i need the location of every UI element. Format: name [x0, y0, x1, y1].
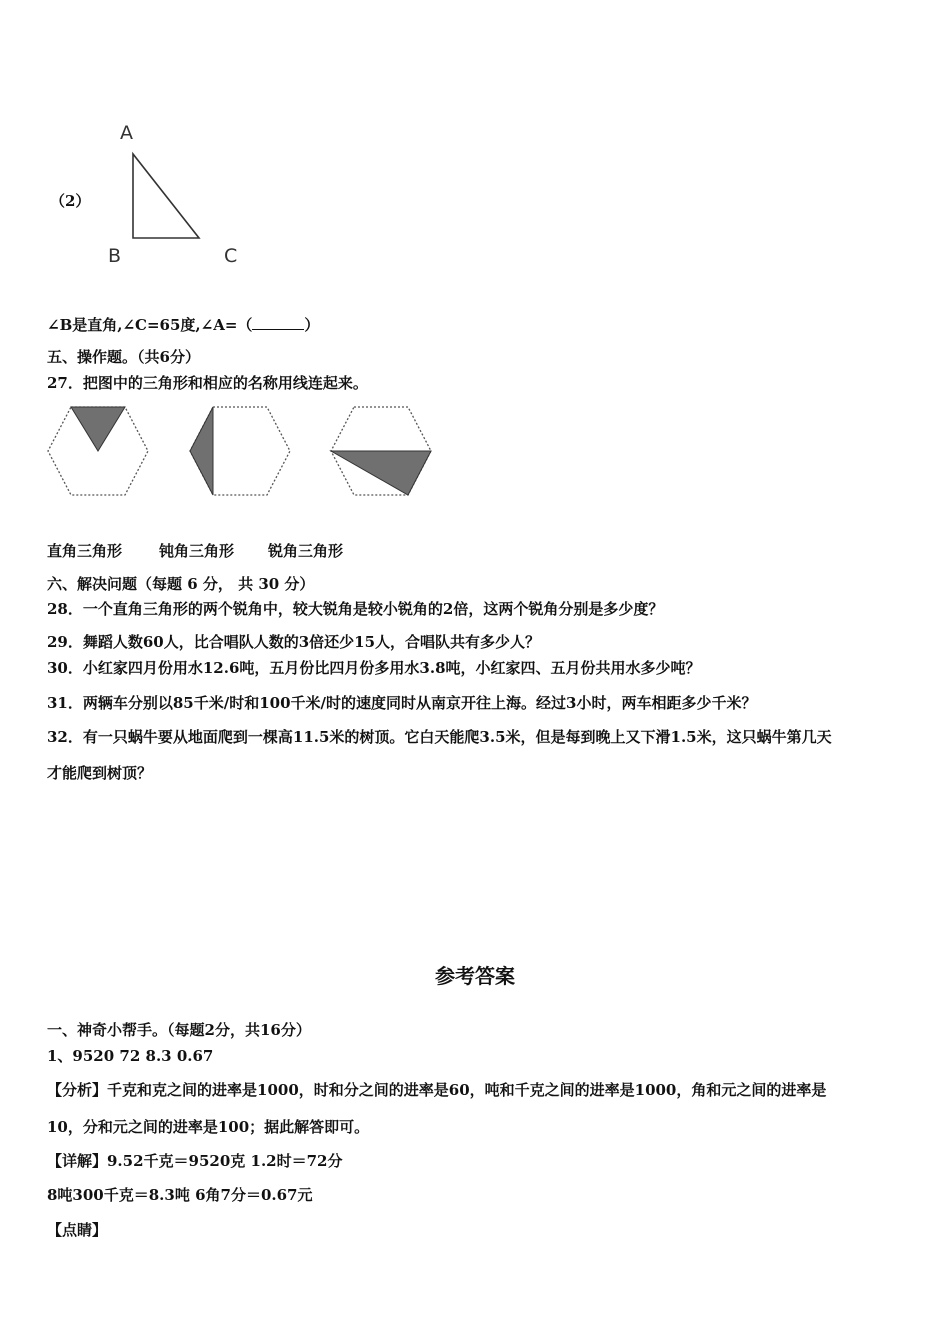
question-27: 27．把图中的三角形和相应的名称用线连起来。 [47, 374, 368, 392]
hexagon-figure-2 [187, 404, 293, 498]
question-32-line1: 32．有一只蜗牛要从地面爬到一棵高11.5米的树顶。它白天能爬3.5米，但是每到晚上又下滑1.5米，这只蜗牛第几天 [47, 728, 832, 746]
figure-item-label: （2） [50, 192, 91, 210]
q2-text-post: ） [304, 316, 320, 334]
section5-heading: 五、操作题。（共6分） [47, 348, 200, 366]
q2-answer-blank [252, 314, 304, 330]
question-32-line2: 才能爬到树顶？ [47, 764, 153, 782]
question-30: 30．小红家四月份用水12.6吨，五月份比四月份多用水3.8吨，小红家四、五月份共用水多少吨？ [47, 659, 701, 677]
q2-question [47, 314, 319, 335]
detail-line1: 【详解】9.52千克＝9520克 1.2时＝72分 [47, 1152, 343, 1170]
vertex-label-b: B [108, 245, 122, 267]
question-28: 28．一个直角三角形的两个锐角中，较大锐角是较小锐角的2倍，这两个锐角分别是多少度？ [47, 600, 664, 618]
hexagon-figure-3 [328, 404, 434, 498]
detail-line2: 8吨300千克＝8.3吨 6角7分＝0.67元 [47, 1186, 313, 1204]
question-31: 31．两辆车分别以85千米/时和100千米/时的速度同时从南京开往上海。经过3小时，两车相距多少千米？ [47, 694, 757, 712]
vertex-label-c: C [224, 245, 238, 267]
vertex-label-a: A [120, 122, 133, 144]
triangle-name-right: 直角三角形 [47, 542, 123, 560]
answers-section1-heading: 一、神奇小帮手。（每题2分，共16分） [47, 1021, 311, 1039]
answer-1: 1、9520 72 8.3 0.67 [47, 1047, 214, 1065]
triangle-name-acute: 锐角三角形 [268, 542, 344, 560]
point-label: 【点睛】 [47, 1221, 108, 1239]
q2-text-pre: ∠B是直角,∠C=65度,∠A=（ [47, 316, 253, 334]
section6-heading: 六、解决问题（每题 6 分， 共 30 分） [47, 575, 315, 593]
hexagon-figure-1 [45, 404, 151, 498]
triangle-name-obtuse: 钝角三角形 [159, 542, 235, 560]
answers-title: 参考答案 [435, 964, 515, 988]
analysis-line2: 10，分和元之间的进率是100；据此解答即可。 [47, 1118, 370, 1136]
question-29: 29．舞蹈人数60人，比合唱队人数的3倍还少15人，合唱队共有多少人？ [47, 633, 541, 651]
analysis-line1: 【分析】千克和克之间的进率是1000，时和分之间的进率是60，吨和千克之间的进率是1000，角和元之间的进率是 [47, 1081, 827, 1099]
right-triangle-figure [125, 148, 205, 244]
